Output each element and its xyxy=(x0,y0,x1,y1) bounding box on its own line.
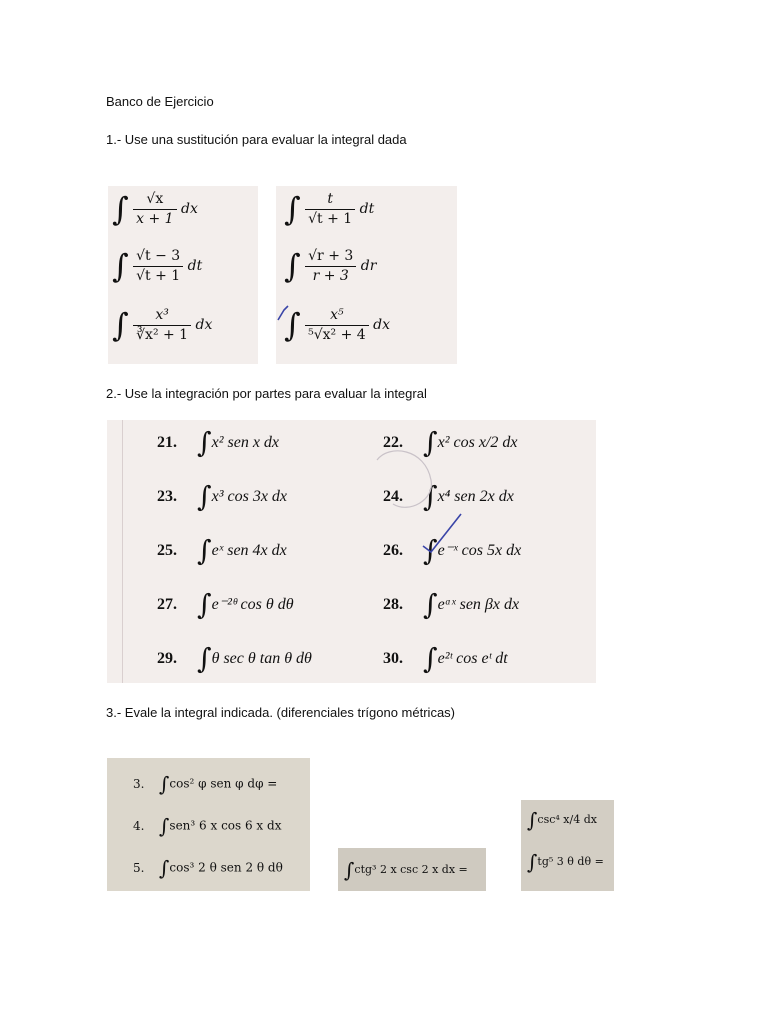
integral-5 xyxy=(284,247,376,285)
integral-sign-icon: ∫ xyxy=(159,814,170,838)
pen-circle-icon xyxy=(369,440,439,520)
integral-sign-icon: ∫ xyxy=(284,247,301,285)
item-number: 21. xyxy=(157,434,177,451)
integral-sign-icon: ∫ xyxy=(159,772,170,796)
section-2-heading: 2.- Use la integración por partes para evaluar la integral xyxy=(106,386,427,401)
numerator: √r + 3 xyxy=(305,248,356,266)
integral-sign-icon: ∫ xyxy=(112,247,129,285)
integrand: eˣ sen 4x dx xyxy=(211,542,287,559)
item-number: 26. xyxy=(383,542,403,559)
integral-sign-icon: ∫ xyxy=(527,850,538,874)
parts-item-29 xyxy=(157,642,312,675)
numerator: x⁵ xyxy=(305,307,369,325)
trig-scan-list xyxy=(107,758,310,891)
integrand: e⁻²ᶿ cos θ dθ xyxy=(211,596,294,613)
trig-item-tg xyxy=(527,850,604,874)
integral-2 xyxy=(112,247,202,285)
parts-item-30 xyxy=(383,642,508,675)
integral-4 xyxy=(284,190,374,228)
pen-tick-icon xyxy=(276,304,290,326)
integrand: ctg³ 2 x csc 2 x dx = xyxy=(354,863,468,876)
integral-1 xyxy=(112,190,198,228)
item-number: 28. xyxy=(383,596,403,613)
substitution-scan-left xyxy=(108,186,258,364)
integral-sign-icon: ∫ xyxy=(423,642,438,675)
denominator: ∛x² + 1 xyxy=(136,326,189,343)
integral-sign-icon: ∫ xyxy=(197,588,212,621)
section-3-heading: 3.- Evale la integral indicada. (diferenciales trígono métricas) xyxy=(106,705,456,720)
integral-sign-icon: ∫ xyxy=(112,190,129,228)
parts-item-27 xyxy=(157,588,294,621)
trig-item-5 xyxy=(133,856,283,880)
parts-item-28 xyxy=(383,588,519,621)
parts-scan xyxy=(107,420,596,683)
denominator: r + 3 xyxy=(312,267,349,284)
integrand: x² cos x/2 dx xyxy=(437,434,518,451)
integral-sign-icon: ∫ xyxy=(197,480,212,513)
trig-item-csc xyxy=(527,808,597,832)
denominator: √t + 1 xyxy=(308,210,353,227)
integral-sign-icon: ∫ xyxy=(344,858,355,882)
item-number: 29. xyxy=(157,650,177,667)
integrand: x² sen x dx xyxy=(211,434,280,451)
differential: dt xyxy=(359,201,375,217)
item-number: 5. xyxy=(133,860,145,875)
integral-sign-icon: ∫ xyxy=(197,426,212,459)
trig-scan-right xyxy=(521,800,614,891)
integrand: x³ cos 3x dx xyxy=(211,488,288,505)
item-number: 27. xyxy=(157,596,177,613)
numerator: t xyxy=(305,191,355,209)
section-1-heading: 1.- Use una sustitución para evaluar la integral dada xyxy=(106,132,407,147)
substitution-scan-right xyxy=(276,186,457,364)
integral-sign-icon: ∫ xyxy=(284,306,301,344)
item-number: 24. xyxy=(383,488,403,505)
integral-sign-icon: ∫ xyxy=(197,534,212,567)
integral-sign-icon: ∫ xyxy=(527,808,538,832)
parts-item-25 xyxy=(157,534,287,567)
item-number: 22. xyxy=(383,434,403,451)
item-number: 25. xyxy=(157,542,177,559)
trig-item-4 xyxy=(133,814,281,838)
numerator: √t − 3 xyxy=(133,248,183,266)
integrand: e²ᵗ cos eᵗ dt xyxy=(437,650,508,667)
integral-sign-icon: ∫ xyxy=(423,588,438,621)
integral-sign-icon: ∫ xyxy=(284,190,301,228)
denominator: √t + 1 xyxy=(136,267,181,284)
denominator: x + 1 xyxy=(136,210,174,227)
integrand: sen³ 6 x cos 6 x dx xyxy=(169,818,282,833)
integrand: tg⁵ 3 θ dθ = xyxy=(537,855,604,868)
trig-item-3 xyxy=(133,772,277,796)
integrand: cos² φ sen φ dφ = xyxy=(169,776,278,791)
differential: dx xyxy=(181,201,198,217)
differential: dx xyxy=(195,317,213,333)
integrand: θ sec θ tan θ dθ xyxy=(211,650,312,667)
integral-sign-icon: ∫ xyxy=(159,856,170,880)
differential: dt xyxy=(187,258,203,274)
integrand: x⁴ sen 2x dx xyxy=(437,488,514,505)
integral-sign-icon: ∫ xyxy=(197,642,212,675)
parts-item-21 xyxy=(157,426,279,459)
integral-sign-icon: ∫ xyxy=(423,426,438,459)
integral-sign-icon: ∫ xyxy=(423,480,438,513)
numerator: x³ xyxy=(133,307,191,325)
trig-scan-middle xyxy=(338,848,486,891)
numerator: √x xyxy=(133,191,176,209)
integral-sign-icon: ∫ xyxy=(112,306,129,344)
integral-3 xyxy=(112,306,212,344)
item-number: 30. xyxy=(383,650,403,667)
differential: dx xyxy=(373,317,391,333)
differential: dr xyxy=(360,258,377,274)
item-number: 4. xyxy=(133,818,145,833)
integrand: cos³ 2 θ sen 2 θ dθ xyxy=(169,860,283,875)
integrand: eᵅˣ sen βx dx xyxy=(437,596,520,613)
trig-item-ctg xyxy=(344,858,468,882)
document-title: Banco de Ejercicio xyxy=(106,94,214,109)
integrand: e⁻ˣ cos 5x dx xyxy=(437,542,522,559)
item-number: 23. xyxy=(157,488,177,505)
margin-line xyxy=(122,420,123,683)
integral-6 xyxy=(284,306,390,344)
integral-sign-icon: ∫ xyxy=(423,534,438,567)
parts-item-23 xyxy=(157,480,287,513)
integrand: csc⁴ x/4 dx xyxy=(537,813,597,826)
item-number: 3. xyxy=(133,776,145,791)
denominator: ⁵√x² + 4 xyxy=(308,326,366,343)
